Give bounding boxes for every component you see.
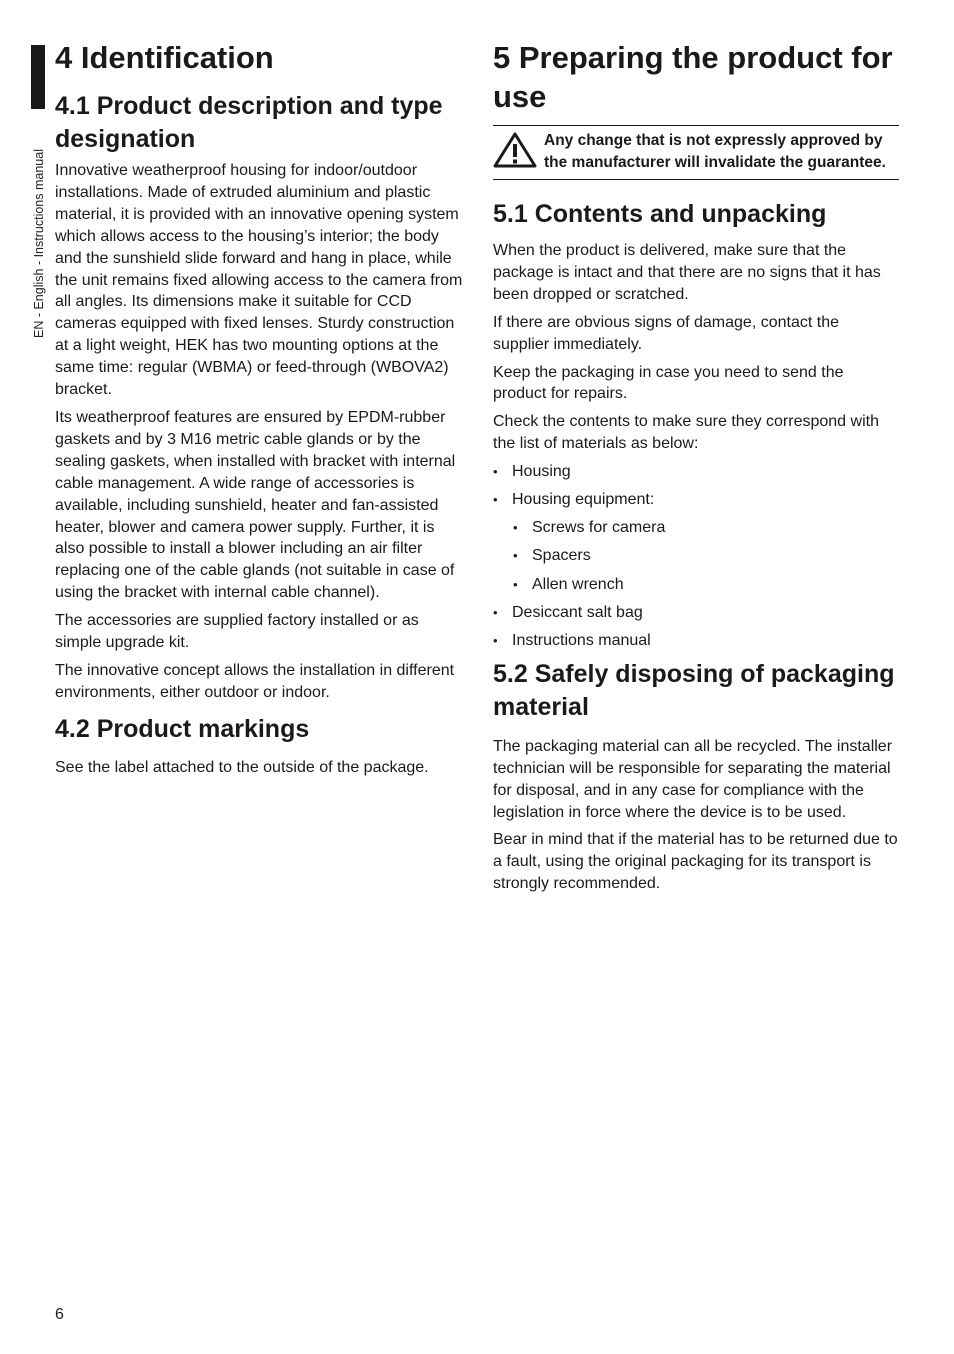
warning-box bbox=[493, 125, 899, 180]
list-item: • Desiccant salt bag bbox=[493, 602, 899, 624]
warning-triangle-icon bbox=[493, 132, 537, 168]
paragraph: Innovative weatherproof housing for indoor/outdoor installations. Made of extruded aluminium and plastic material, it is provided with an innovative opening system which allows access to the housing’s interior; the body and the sunshield slide forward and hang in place, while the unit remains fixed allowing access to the camera from all angles. Its dimensions make it suitable for CCD cameras equipped with fixed lenses. Sturdy construction at a light weight, HEK has two mounting options at the same time: regular (WBMA) or feed-through (WBOVA2) bracket. bbox=[55, 162, 463, 399]
paragraph: See the label attached to the outside of the package. bbox=[55, 758, 429, 776]
section-4-1-heading: 4.1 Product description and type designation bbox=[55, 92, 443, 153]
page-number: 6 bbox=[55, 1306, 64, 1323]
paragraph: The packaging material can all be recycled. The installer technician will be responsible for separating the material for disposal, and in any case for compliance with the legislation in force where the device is to be used. bbox=[493, 737, 893, 821]
paragraph: Keep the packaging in case you need to send the product for repairs. bbox=[493, 363, 844, 403]
left-column bbox=[55, 38, 465, 779]
section-5-1-heading: 5.1 Contents and unpacking bbox=[493, 200, 827, 228]
chapter-4-title: 4 Identification bbox=[55, 40, 274, 75]
chapter-5-title: 5 Preparing the product for use bbox=[493, 40, 893, 114]
section-4-2-heading: 4.2 Product markings bbox=[55, 714, 310, 743]
list-item: • Allen wrench bbox=[513, 574, 899, 596]
list-item: • Screws for camera bbox=[513, 517, 899, 539]
list-item: • Instructions manual bbox=[493, 630, 899, 652]
paragraph: The accessories are supplied factory installed or as simple upgrade kit. bbox=[55, 612, 419, 652]
paragraph: Its weatherproof features are ensured by EPDM-rubber gaskets and by 3 M16 metric cable glands or by the sealing gaskets, when installed with bracket with internal cable management. A wide range of accessories is available, including sunshield, heater and fan-assisted heater, blower and camera power supply. Further, it is also possible to install a blower including an air filter replacing one of the cable glands (not suitable in case of using the bracket with internal cable channel). bbox=[55, 408, 456, 602]
list-item: • Housing equipment: bbox=[493, 489, 899, 511]
paragraph: Check the contents to make sure they correspond with the list of materials as below: bbox=[493, 413, 879, 453]
list-item: • Housing bbox=[493, 461, 899, 483]
sidebar-label: EN - English - Instructions manual bbox=[32, 149, 46, 338]
paragraph: If there are obvious signs of damage, contact the supplier immediately. bbox=[493, 313, 839, 353]
paragraph: The innovative concept allows the installation in different environments, either outdoor or indoor. bbox=[55, 661, 455, 701]
list-item: • Spacers bbox=[513, 545, 899, 567]
paragraph: When the product is delivered, make sure that the package is intact and that there are no signs that it has been dropped or scratched. bbox=[493, 242, 881, 303]
warning-text: Any change that is not expressly approved by the manufacturer will invalidate the guarantee. bbox=[544, 132, 886, 171]
right-column bbox=[493, 38, 899, 895]
section-5-2-heading: 5.2 Safely disposing of packaging material bbox=[493, 659, 895, 721]
contents-list bbox=[493, 461, 899, 651]
section-marker-bar bbox=[31, 45, 45, 109]
paragraph: Bear in mind that if the material has to be returned due to a fault, using the original packaging for its transport is strongly recommended. bbox=[493, 831, 898, 893]
